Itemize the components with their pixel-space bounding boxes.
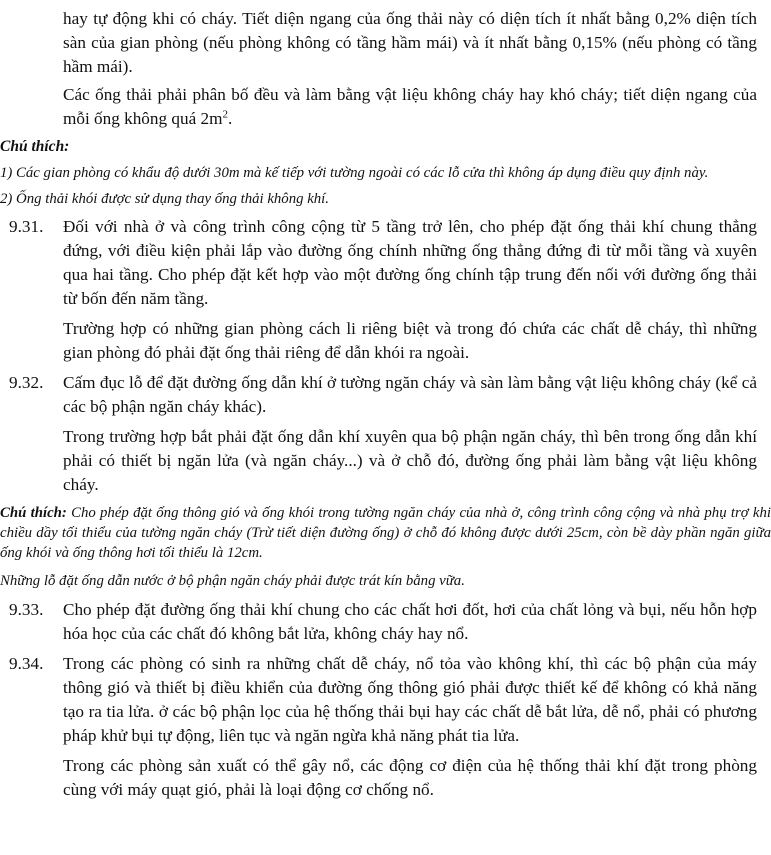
section-9-34 (9, 652, 757, 748)
section-9-31-paragraph-2: Trường hợp có những gian phòng cách li riêng biệt và trong đó chứa các chất dễ cháy, thì những gian phòng đó phải đặt ống thải riêng để dẫn khói ra ngoài. (63, 319, 757, 362)
intro-paragraph-2 (63, 83, 757, 131)
section-9-34-paragraph-2: Trong các phòng sản xuất có thể gây nổ, các động cơ điện của hệ thống thải khí đặt trong phòng cùng với máy quạt gió, phải là loại động cơ chống nổ. (63, 756, 757, 799)
note-2 (0, 503, 771, 563)
section-9-33-paragraph-1: Cho phép đặt đường ống thải khí chung cho các chất hơi đốt, hơi của chất lỏng và bụi, nếu hỗn hợp hóa học của các chất đó không bắt lửa, không cháy hay nổ. (63, 600, 757, 643)
section-number-9-33: 9.33. (9, 600, 44, 619)
section-9-32 (9, 371, 757, 419)
section-9-31 (9, 215, 757, 311)
section-number-9-32: 9.32. (9, 373, 44, 392)
section-9-33 (9, 598, 757, 646)
section-number-9-31: 9.31. (9, 217, 44, 236)
note-2-title: Chú thích: (0, 505, 67, 521)
section-number-9-34: 9.34. (9, 654, 44, 673)
note-2-paragraph-2: Những lỗ đặt ống dẫn nước ở bộ phận ngăn cháy phải được trát kín bằng vữa. (0, 573, 465, 589)
note-1-title: Chú thích: (0, 138, 70, 155)
section-9-31-paragraph-1: Đối với nhà ở và công trình công cộng từ 5 tầng trở lên, cho phép đặt ống thải khí chung thẳng đứng, với điều kiện phải lắp vào đường ống chính những ống thẳng đứng đi từ mỗi tầng và xuyên qua hai tầng. Cho phép đặt kết hợp vào một đường ống chính tập trung đến nối với đường ống thải từ bốn đến năm tầng. (63, 217, 757, 308)
section-9-32-paragraph-2: Trong trường hợp bắt phải đặt ống dẫn khí xuyên qua bộ phận ngăn cháy, thì bên trong ống dẫn khí phải có thiết bị ngăn lửa (và ngăn cháy...) và ở chỗ đó, đường ống phải làm bằng vật liệu không cháy. (63, 427, 757, 494)
superscript-2: 2 (222, 108, 228, 121)
note-1-item-1: 1) Các gian phòng có khẩu độ dưới 30m mà kế tiếp với tường ngoài có các lỗ cửa thì không áp dụng điều quy định này. (0, 165, 709, 181)
intro-paragraph-2-end: . (227, 109, 233, 128)
intro-paragraph-1: hay tự động khi có cháy. Tiết diện ngang của ống thải này có diện tích ít nhất bằng 0,2% diện tích sàn của gian phòng (nếu phòng không có tầng hầm mái) và ít nhất bằng 0,15% (nếu phòng có tầng hầm mái). (63, 9, 757, 76)
note-2-text: Cho phép đặt ống thông gió và ống khói trong tường ngăn cháy của nhà ở, công trình công cộng và nhà phụ trợ khi chiều dầy tối thiểu của tường ngăn cháy (Trừ tiết diện đường ống) ở chỗ đó không được dưới 25cm, còn bề dày phần ngăn giữa ống khói và ống thông hơi tối thiểu là 12cm. (0, 505, 771, 561)
section-9-32-paragraph-1: Cấm đục lỗ để đặt đường ống dẫn khí ở tường ngăn cháy và sàn làm bằng vật liệu không cháy (kể cả các bộ phận ngăn cháy khác). (63, 373, 757, 416)
intro-paragraph-2-text: Các ống thải phải phân bố đều và làm bằng vật liệu không cháy hay khó cháy; tiết diện ngang của mỗi ống không quá 2m (63, 85, 757, 128)
note-1-item-2: 2) Ống thải khói được sử dụng thay ống thải không khí. (0, 191, 329, 207)
section-9-34-paragraph-1: Trong các phòng có sinh ra những chất dễ cháy, nổ tỏa vào không khí, thì các bộ phận của máy thông gió và thiết bị điều khiển của đường ống thông gió phải được thiết kế để không có khả năng tạo ra tia lửa. ở các bộ phận lọc của hệ thống thải bụi hay các chất dễ bắt lửa, dễ nổ, phải có phương pháp khử bụi tự động, liên tục và ngăn ngừa khả năng phát tia lửa. (63, 654, 757, 745)
